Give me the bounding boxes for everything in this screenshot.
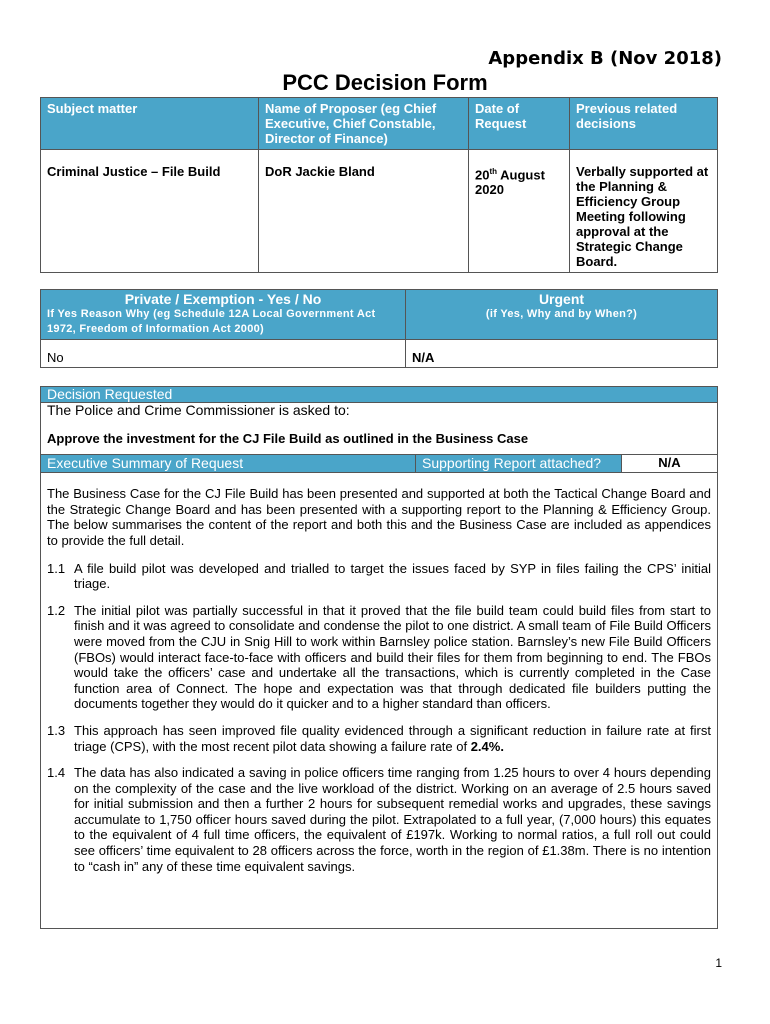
page-number: 1 — [715, 956, 722, 970]
supporting-report-value: N/A — [658, 455, 681, 471]
urgent-value: N/A — [406, 340, 718, 368]
executive-summary-text: The Business Case for the CJ File Build has been presented and supported at both the Tactical Change Board and the Strategic Change Board and has been presented with a supporting report to the Planning & Efficiency Group. The below summarises the content of the report and both this and the Business Case are included as appendices to provide the full detail. — [47, 486, 711, 548]
date-value: 20th August 2020 — [469, 150, 570, 273]
urgent-subtitle: (if Yes, Why and by When?) — [485, 308, 638, 320]
proposer-header: Name of Proposer (eg Chief Executive, Chief Constable, Director of Finance) — [259, 98, 469, 150]
decision-intro: The Police and Crime Commissioner is asked to: — [41, 402, 717, 419]
exemption-table — [40, 289, 718, 368]
date-header: Date of Request — [469, 98, 570, 150]
private-value: No — [41, 340, 406, 368]
executive-summary-header — [41, 454, 717, 473]
subject-value: Criminal Justice – File Build — [41, 150, 259, 273]
private-title: Private / Exemption - Yes / No — [124, 291, 322, 307]
private-subtitle: If Yes Reason Why (eg Schedule 12A Local Government Act 1972, Freedom of Information Act 2000) — [47, 308, 376, 335]
previous-value: Verbally supported at the Planning & Efficiency Group Meeting following approval at the Strategic Change Board. — [570, 150, 718, 273]
list-item: 1.4 The data has also indicated a saving in police officers time ranging from 1.25 hours to over 4 hours depending on the complexity of the case and the live workload of the district. Working on an average of 2.5 hours saved for initial submission and then a further 2 hours for subsequent remedial works and upgrades, these savings accumulate to 1,750 officer hours saved during the pilot. Extrapolated to a full year, (7,000 hours) this equates to the equivalent of 4 full time officers, the equivalent of £197k. Working to normal ratios, a full roll out could see officers’ time equivalent to 28 officers across the force, worth in the region of £1.38m. There is no intention to “cash in” any of these time equivalent savings. — [47, 765, 711, 874]
decision-heading: Decision Requested — [41, 387, 717, 402]
page-title: PCC Decision Form — [282, 70, 488, 95]
list-item: 1.2 The initial pilot was partially successful in that it proved that the file build team could build files from start to finish and it was agreed to consolidate and condense the pilot to one district. A small team of File Build Officers were moved from the CJU in Snig Hill to work within Barnsley police station. Barnsley’s new File Build Officers (FBOs) would interact face-to-face with officers and build their files for them from beginning to end. The FBOs would take the officers’ case and undertake all the transactions, which is currently completed in the Case function area of Connect. The hope and expectation was that through dedicated file builders putting the documents together they would do it quicker and to a higher standard than officers. — [47, 602, 711, 712]
appendix-label: Appendix B (Nov 2018) — [488, 48, 722, 69]
supporting-report-label: Supporting Report attached? — [416, 455, 622, 472]
decision-approve: Approve the investment for the CJ File Build as outlined in the Business Case — [47, 430, 529, 446]
urgent-title: Urgent — [538, 291, 585, 307]
previous-header: Previous related decisions — [570, 98, 718, 150]
list-item: 1.1 A file build pilot was developed and trialled to target the issues faced by SYP in files failing the CPS’ initial triage. — [47, 560, 711, 592]
subject-table — [40, 97, 718, 273]
list-item: 1.3 This approach has seen improved file quality evidenced through a significant reduction in failure rate at first triage (CPS), with the most recent pilot data showing a failure rate of 2.4%. — [47, 722, 711, 754]
decision-section — [40, 386, 718, 929]
proposer-value: DoR Jackie Bland — [259, 150, 469, 273]
executive-summary-heading: Executive Summary of Request — [41, 455, 416, 472]
subject-header: Subject matter — [41, 98, 259, 150]
